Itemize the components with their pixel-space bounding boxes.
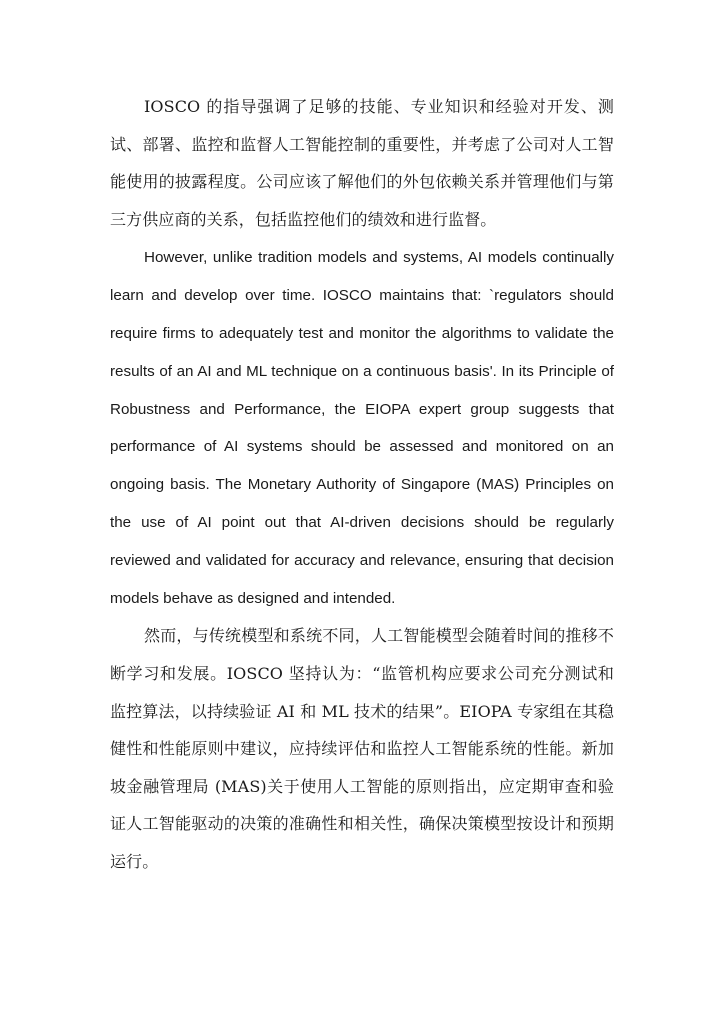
paragraph-zh-iosco-guidance: IOSCO 的指导强调了足够的技能、专业知识和经验对开发、测试、部署、监控和监督人工智能控制的重要性，并考虑了公司对人工智能使用的披露程度。公司应该了解他们的外包依赖关系并管理他们与第三方供应商的关系，包括监控他们的绩效和进行监督。 — [110, 97, 614, 229]
paragraph-zh-ai-models-monitoring: 然而，与传统模型和系统不同，人工智能模型会随着时间的推移不断学习和发展。IOSCO 坚持认为：“监管机构应要求公司充分测试和监控算法，以持续验证 AI 和 ML 技术的结果”。EIOPA 专家组在其稳健性和性能原则中建议，应持续评估和监控人工智能系统的性能。新加坡金融管理局 (MAS)关于使用人工智能的原则指出，应定期审查和验证人工智能驱动的决策的准确性和相关性，确保决策模型按设计和预期运行。 — [110, 626, 614, 871]
paragraph-en-ai-models-monitoring: However, unlike tradition models and systems, AI models continually learn and develop over time. IOSCO maintains that: `regulators should require firms to adequately test and monitor the algorithms to validate the results of an AI and ML technique on a continuous basis'. In its Principle of Robustness and Performance, the EIOPA expert group suggests that performance of AI systems should be assessed and monitored on an ongoing basis. The Monetary Authority of Singapore (MAS) Principles on the use of AI point out that AI-driven decisions should be regularly reviewed and validated for accuracy and relevance, ensuring that decision models behave as designed and intended. — [110, 249, 614, 607]
document-page — [110, 88, 614, 881]
